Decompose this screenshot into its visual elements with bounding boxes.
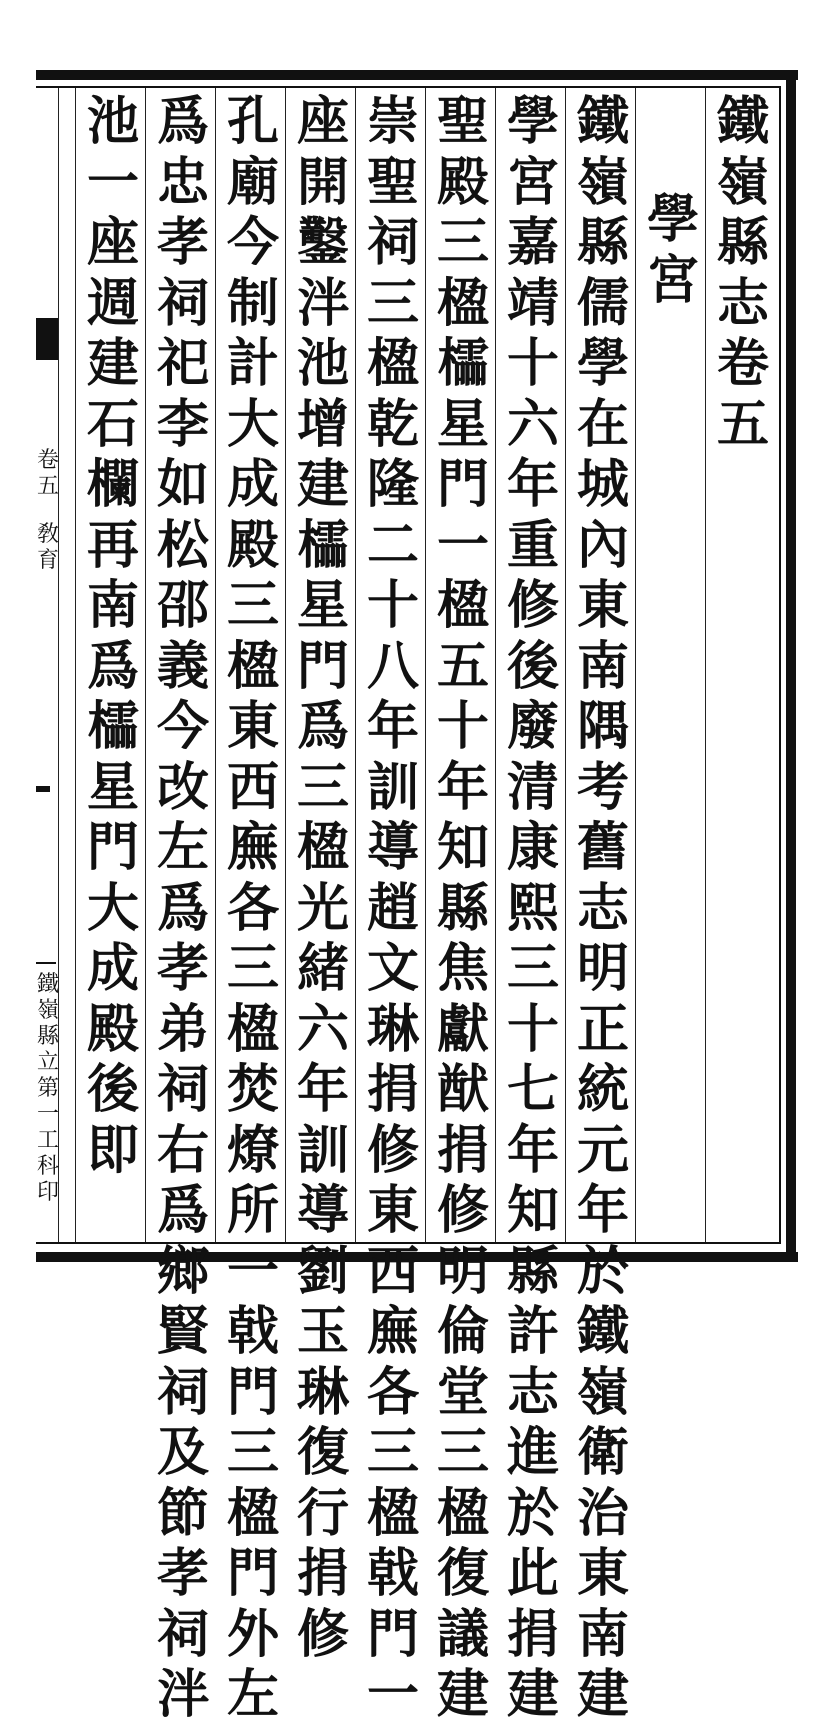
glyph: 後 bbox=[86, 1059, 139, 1120]
glyph: 隆 bbox=[366, 454, 419, 515]
spine-glyph: 印 bbox=[36, 1180, 59, 1205]
glyph: 重 bbox=[506, 514, 559, 576]
glyph: 弟 bbox=[156, 998, 209, 1060]
glyph: 儒 bbox=[576, 272, 629, 334]
spine-glyph: 敎 bbox=[36, 522, 59, 547]
glyph: 楹 bbox=[436, 272, 489, 334]
glyph: 東 bbox=[576, 575, 629, 636]
glyph: 祠 bbox=[156, 272, 209, 334]
glyph: 殿 bbox=[86, 998, 139, 1060]
glyph: 五 bbox=[716, 393, 769, 455]
spine-printer-label bbox=[36, 972, 60, 1206]
glyph: 猷 bbox=[436, 1059, 489, 1120]
column-rule bbox=[495, 88, 496, 1242]
glyph: 門 bbox=[366, 1603, 419, 1665]
glyph: 聖 bbox=[366, 151, 419, 213]
glyph: 十 bbox=[506, 333, 559, 394]
glyph: 隅 bbox=[576, 696, 629, 757]
glyph: 計 bbox=[226, 333, 279, 394]
glyph: 門 bbox=[226, 1543, 279, 1604]
spine-section-label bbox=[36, 448, 60, 500]
glyph: 明 bbox=[436, 1240, 489, 1302]
glyph: 行 bbox=[296, 1482, 349, 1544]
spine-glyph: 鐵 bbox=[36, 972, 59, 997]
text-column bbox=[502, 91, 564, 1725]
glyph: 今 bbox=[226, 212, 279, 273]
glyph: 東 bbox=[366, 1180, 419, 1241]
glyph: 門 bbox=[226, 1361, 279, 1423]
glyph: 各 bbox=[226, 877, 279, 939]
glyph: 泮 bbox=[296, 272, 349, 334]
glyph: 爲 bbox=[86, 635, 139, 697]
glyph: 八 bbox=[366, 635, 419, 697]
glyph: 清 bbox=[506, 756, 559, 818]
glyph: 堂 bbox=[436, 1361, 489, 1423]
glyph: 義 bbox=[156, 635, 209, 697]
glyph: 一 bbox=[226, 1240, 279, 1302]
glyph: 正 bbox=[576, 998, 629, 1060]
glyph: 三 bbox=[436, 1422, 489, 1483]
spine-glyph: 卷 bbox=[36, 448, 59, 473]
glyph: 舊 bbox=[576, 817, 629, 878]
spine-glyph: 第 bbox=[36, 1076, 59, 1101]
glyph: 卷 bbox=[716, 333, 769, 394]
glyph: 十 bbox=[366, 575, 419, 636]
column-rule bbox=[145, 88, 146, 1242]
glyph: 一 bbox=[436, 514, 489, 576]
glyph: 七 bbox=[506, 1059, 559, 1120]
glyph: 所 bbox=[226, 1180, 279, 1241]
glyph: 增 bbox=[296, 393, 349, 455]
text-column bbox=[432, 91, 494, 1725]
glyph: 倫 bbox=[436, 1301, 489, 1362]
glyph: 櫺 bbox=[436, 333, 489, 394]
glyph: 六 bbox=[506, 393, 559, 455]
glyph: 外 bbox=[226, 1603, 279, 1665]
glyph: 改 bbox=[156, 756, 209, 818]
glyph: 此 bbox=[506, 1543, 559, 1604]
glyph: 門 bbox=[86, 817, 139, 878]
glyph: 燎 bbox=[226, 1119, 279, 1181]
glyph: 嶺 bbox=[716, 151, 769, 213]
glyph: 十 bbox=[436, 696, 489, 757]
glyph: 趙 bbox=[366, 877, 419, 939]
glyph: 琳 bbox=[296, 1361, 349, 1423]
glyph: 今 bbox=[156, 696, 209, 757]
glyph: 於 bbox=[576, 1240, 629, 1302]
glyph: 成 bbox=[86, 938, 139, 999]
glyph: 年 bbox=[296, 1059, 349, 1120]
glyph: 五 bbox=[436, 635, 489, 697]
glyph: 李 bbox=[156, 393, 209, 455]
glyph: 星 bbox=[86, 756, 139, 818]
section-heading-column bbox=[642, 190, 704, 1338]
glyph: 三 bbox=[436, 212, 489, 273]
glyph: 建 bbox=[436, 1664, 489, 1725]
glyph: 楹 bbox=[436, 1482, 489, 1544]
glyph: 內 bbox=[576, 514, 629, 576]
glyph: 賢 bbox=[156, 1301, 209, 1362]
glyph: 六 bbox=[296, 998, 349, 1060]
glyph: 捐 bbox=[296, 1543, 349, 1604]
glyph: 祠 bbox=[366, 212, 419, 273]
glyph: 琳 bbox=[366, 998, 419, 1060]
glyph: 即 bbox=[86, 1119, 139, 1181]
glyph: 鐵 bbox=[716, 91, 769, 152]
glyph: 捐 bbox=[436, 1119, 489, 1181]
glyph: 焦 bbox=[436, 938, 489, 999]
glyph: 縣 bbox=[716, 212, 769, 273]
glyph: 志 bbox=[716, 272, 769, 334]
glyph: 成 bbox=[226, 454, 279, 515]
glyph: 鐵 bbox=[576, 1301, 629, 1362]
glyph: 如 bbox=[156, 454, 209, 515]
column-rule bbox=[565, 88, 566, 1242]
glyph: 孝 bbox=[156, 1543, 209, 1604]
spine-mark bbox=[36, 786, 50, 792]
glyph: 櫺 bbox=[86, 696, 139, 757]
glyph: 三 bbox=[226, 1422, 279, 1483]
glyph: 三 bbox=[226, 938, 279, 999]
glyph: 廡 bbox=[226, 817, 279, 878]
glyph: 熙 bbox=[506, 877, 559, 939]
glyph: 爲 bbox=[156, 91, 209, 152]
glyph: 捐 bbox=[506, 1603, 559, 1665]
glyph: 爲 bbox=[296, 696, 349, 757]
glyph: 修 bbox=[296, 1603, 349, 1665]
glyph: 捐 bbox=[366, 1059, 419, 1120]
glyph: 欄 bbox=[86, 454, 139, 515]
glyph: 爲 bbox=[156, 1180, 209, 1241]
glyph: 孝 bbox=[156, 938, 209, 999]
glyph: 節 bbox=[156, 1482, 209, 1544]
glyph: 殿 bbox=[226, 514, 279, 576]
glyph: 二 bbox=[366, 514, 419, 576]
glyph: 玉 bbox=[296, 1301, 349, 1362]
glyph: 再 bbox=[86, 514, 139, 576]
glyph: 十 bbox=[506, 998, 559, 1060]
glyph: 鄉 bbox=[156, 1240, 209, 1302]
glyph: 焚 bbox=[226, 1059, 279, 1120]
spine-glyph: 縣 bbox=[36, 1024, 59, 1049]
glyph: 門 bbox=[296, 635, 349, 697]
glyph: 廡 bbox=[366, 1301, 419, 1362]
glyph: 邵 bbox=[156, 575, 209, 636]
glyph: 南 bbox=[576, 635, 629, 697]
glyph: 大 bbox=[226, 393, 279, 455]
glyph: 志 bbox=[506, 1361, 559, 1423]
glyph: 在 bbox=[576, 393, 629, 455]
glyph: 年 bbox=[506, 454, 559, 515]
glyph: 泮 bbox=[156, 1664, 209, 1725]
spine-glyph: 一 bbox=[36, 1102, 59, 1127]
volume-title-column bbox=[712, 92, 774, 1240]
glyph: 建 bbox=[86, 333, 139, 394]
frame-inner-top-border bbox=[36, 86, 781, 88]
glyph: 西 bbox=[366, 1240, 419, 1302]
glyph: 建 bbox=[506, 1664, 559, 1725]
glyph: 衛 bbox=[576, 1422, 629, 1483]
glyph: 知 bbox=[436, 817, 489, 878]
glyph: 康 bbox=[506, 817, 559, 878]
glyph: 東 bbox=[226, 696, 279, 757]
glyph: 元 bbox=[576, 1119, 629, 1181]
text-column bbox=[362, 91, 424, 1725]
spine-category-label bbox=[36, 522, 60, 574]
glyph: 制 bbox=[226, 272, 279, 334]
glyph: 楹 bbox=[296, 817, 349, 878]
glyph: 一 bbox=[366, 1664, 419, 1725]
glyph: 祠 bbox=[156, 1603, 209, 1665]
glyph: 鑿 bbox=[296, 212, 349, 273]
glyph: 楹 bbox=[226, 1482, 279, 1544]
glyph: 祠 bbox=[156, 1059, 209, 1120]
glyph: 於 bbox=[506, 1482, 559, 1544]
column-rule bbox=[285, 88, 286, 1242]
glyph: 一 bbox=[86, 151, 139, 213]
glyph: 東 bbox=[576, 1543, 629, 1604]
frame-top-border bbox=[36, 70, 798, 80]
glyph: 許 bbox=[506, 1301, 559, 1362]
glyph: 靖 bbox=[506, 272, 559, 334]
glyph: 廟 bbox=[226, 151, 279, 213]
glyph: 縣 bbox=[576, 212, 629, 273]
column-rule bbox=[635, 88, 636, 1242]
glyph: 楹 bbox=[366, 333, 419, 394]
glyph: 學 bbox=[506, 91, 559, 152]
glyph: 知 bbox=[506, 1180, 559, 1241]
glyph: 修 bbox=[366, 1119, 419, 1181]
column-rule bbox=[75, 88, 76, 1242]
glyph: 西 bbox=[226, 756, 279, 818]
glyph: 嘉 bbox=[506, 212, 559, 273]
glyph: 三 bbox=[226, 575, 279, 636]
glyph: 南 bbox=[86, 575, 139, 636]
glyph: 楹 bbox=[366, 1482, 419, 1544]
text-column bbox=[152, 91, 214, 1725]
glyph: 及 bbox=[156, 1422, 209, 1483]
glyph: 光 bbox=[296, 877, 349, 939]
glyph: 三 bbox=[296, 756, 349, 818]
glyph: 座 bbox=[86, 212, 139, 273]
glyph: 鐵 bbox=[576, 91, 629, 152]
spine-title-fragment bbox=[36, 92, 58, 304]
spine-glyph: 立 bbox=[36, 1050, 59, 1075]
text-column bbox=[222, 91, 284, 1725]
glyph: 祀 bbox=[156, 333, 209, 394]
glyph: 楹 bbox=[226, 998, 279, 1060]
glyph: 緒 bbox=[296, 938, 349, 999]
glyph: 復 bbox=[296, 1422, 349, 1483]
spine-fishtail-block bbox=[36, 318, 58, 360]
glyph: 議 bbox=[436, 1603, 489, 1665]
glyph: 年 bbox=[366, 696, 419, 757]
glyph: 明 bbox=[576, 938, 629, 999]
spine-glyph: 科 bbox=[36, 1154, 59, 1179]
glyph: 崇 bbox=[366, 91, 419, 152]
column-rule bbox=[425, 88, 426, 1242]
glyph: 縣 bbox=[436, 877, 489, 939]
glyph: 建 bbox=[296, 454, 349, 515]
glyph: 池 bbox=[86, 91, 139, 152]
glyph: 復 bbox=[436, 1543, 489, 1604]
glyph: 訓 bbox=[366, 756, 419, 818]
glyph: 學 bbox=[646, 189, 699, 250]
glyph: 修 bbox=[436, 1180, 489, 1241]
text-column bbox=[292, 91, 354, 1665]
glyph: 建 bbox=[576, 1664, 629, 1725]
glyph: 星 bbox=[296, 575, 349, 636]
glyph: 三 bbox=[366, 272, 419, 334]
glyph: 獻 bbox=[436, 998, 489, 1060]
glyph: 門 bbox=[436, 454, 489, 515]
glyph: 縣 bbox=[506, 1240, 559, 1302]
glyph: 開 bbox=[296, 151, 349, 213]
glyph: 三 bbox=[506, 938, 559, 999]
glyph: 左 bbox=[156, 817, 209, 878]
glyph: 右 bbox=[156, 1119, 209, 1181]
glyph: 大 bbox=[86, 877, 139, 939]
glyph: 修 bbox=[506, 575, 559, 636]
glyph: 劉 bbox=[296, 1240, 349, 1302]
glyph: 座 bbox=[296, 91, 349, 152]
glyph: 祠 bbox=[156, 1361, 209, 1423]
frame-right-border bbox=[786, 70, 796, 1262]
glyph: 池 bbox=[296, 333, 349, 394]
glyph: 年 bbox=[506, 1119, 559, 1181]
glyph: 導 bbox=[366, 817, 419, 878]
glyph: 星 bbox=[436, 393, 489, 455]
glyph: 楹 bbox=[226, 635, 279, 697]
glyph: 殿 bbox=[436, 151, 489, 213]
spine-glyph: 工 bbox=[36, 1128, 59, 1153]
glyph: 宮 bbox=[506, 151, 559, 213]
text-column bbox=[82, 92, 144, 1240]
glyph: 導 bbox=[296, 1180, 349, 1241]
glyph: 櫺 bbox=[296, 514, 349, 576]
glyph: 後 bbox=[506, 635, 559, 697]
glyph: 戟 bbox=[366, 1543, 419, 1604]
spine-divider bbox=[36, 962, 56, 964]
glyph: 戟 bbox=[226, 1301, 279, 1362]
glyph: 忠 bbox=[156, 151, 209, 213]
column-rule bbox=[705, 88, 706, 1242]
glyph: 治 bbox=[576, 1482, 629, 1544]
glyph: 年 bbox=[576, 1180, 629, 1241]
glyph: 進 bbox=[506, 1422, 559, 1483]
text-column bbox=[572, 91, 634, 1725]
glyph: 南 bbox=[576, 1603, 629, 1665]
glyph: 考 bbox=[576, 756, 629, 818]
glyph: 週 bbox=[86, 272, 139, 334]
glyph: 年 bbox=[436, 756, 489, 818]
glyph: 訓 bbox=[296, 1119, 349, 1181]
column-rule bbox=[355, 88, 356, 1242]
spine-glyph: 嶺 bbox=[36, 998, 59, 1023]
glyph: 乾 bbox=[366, 393, 419, 455]
glyph: 嶺 bbox=[576, 151, 629, 213]
glyph: 爲 bbox=[156, 877, 209, 939]
glyph: 文 bbox=[366, 938, 419, 999]
glyph: 統 bbox=[576, 1059, 629, 1120]
glyph: 宮 bbox=[646, 249, 699, 311]
glyph: 孝 bbox=[156, 212, 209, 273]
glyph: 松 bbox=[156, 514, 209, 576]
spine-glyph: 五 bbox=[36, 474, 59, 499]
glyph: 學 bbox=[576, 333, 629, 394]
glyph: 三 bbox=[366, 1422, 419, 1483]
column-rule bbox=[215, 88, 216, 1242]
glyph: 楹 bbox=[436, 575, 489, 636]
glyph: 孔 bbox=[226, 91, 279, 152]
glyph: 左 bbox=[226, 1664, 279, 1725]
glyph: 石 bbox=[86, 393, 139, 455]
glyph: 嶺 bbox=[576, 1361, 629, 1423]
glyph: 志 bbox=[576, 877, 629, 939]
frame-inner-right-border bbox=[779, 86, 781, 1244]
glyph: 城 bbox=[576, 454, 629, 515]
glyph: 廢 bbox=[506, 696, 559, 757]
glyph: 聖 bbox=[436, 91, 489, 152]
spine-glyph: 育 bbox=[36, 548, 59, 573]
glyph: 各 bbox=[366, 1361, 419, 1423]
